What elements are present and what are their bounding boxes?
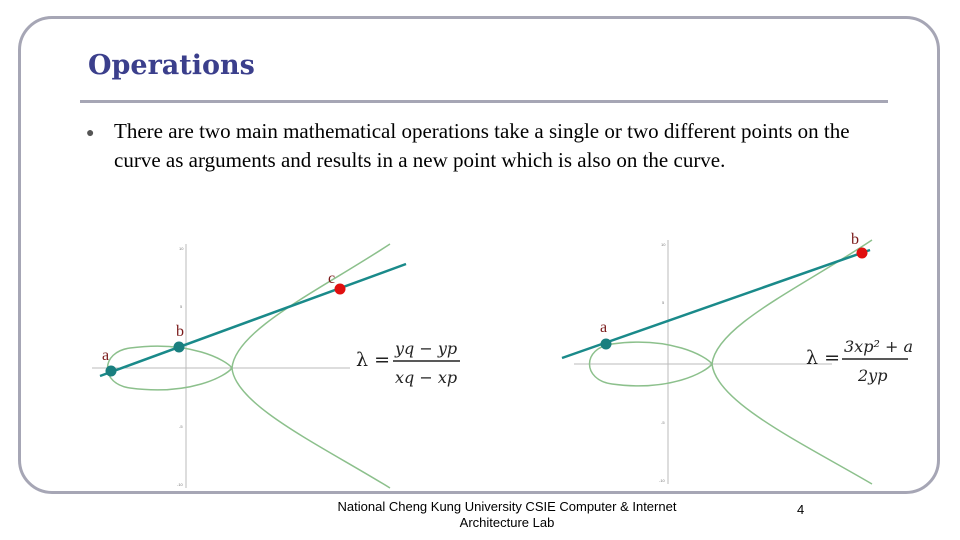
footer-text: National Cheng Kung University CSIE Computer & Internet Architecture Lab [337,499,677,530]
formula-denominator: xq − xp [395,368,458,387]
point-a-label: a [600,319,608,336]
bullet-text: There are two main mathematical operations take a single or two different points on the curve as arguments and results in a new point which is also on the curve. [114,119,850,172]
point-addition-figure [92,244,460,488]
slope-formula-doubling [806,337,913,385]
point-a [106,366,117,377]
point-doubling-figure [562,231,913,484]
formula-lhs: λ = [356,349,391,371]
point-b [174,342,185,353]
point-b [857,248,868,259]
formula-denominator: 2yp [858,366,888,385]
formula-numerator: yq − yp [395,339,458,358]
tick-label: -5 [179,424,183,429]
tick-label: 10 [179,246,184,251]
page-number: 4 [797,502,805,517]
tick-label: 5 [662,300,665,305]
point-c-label: c [328,270,336,287]
curve-lower-branch [712,364,872,484]
point-a [601,339,612,350]
tick-label: -10 [177,482,183,487]
tick-label: 5 [180,304,183,309]
bullet-icon: ● [86,126,95,141]
tick-label: -10 [659,478,665,483]
point-a-label: a [102,347,110,364]
curve-lower-branch [232,368,390,488]
point-b-label: b [176,323,184,340]
point-c [335,284,346,295]
point-b-label: b [851,231,859,248]
formula-lhs: λ = [806,347,841,369]
tick-label: -5 [661,420,665,425]
formula-numerator: 3xp² + a [844,337,913,356]
slope-formula-addition [356,339,460,387]
slide-title: Operations [88,50,255,81]
tick-label: 10 [661,242,666,247]
